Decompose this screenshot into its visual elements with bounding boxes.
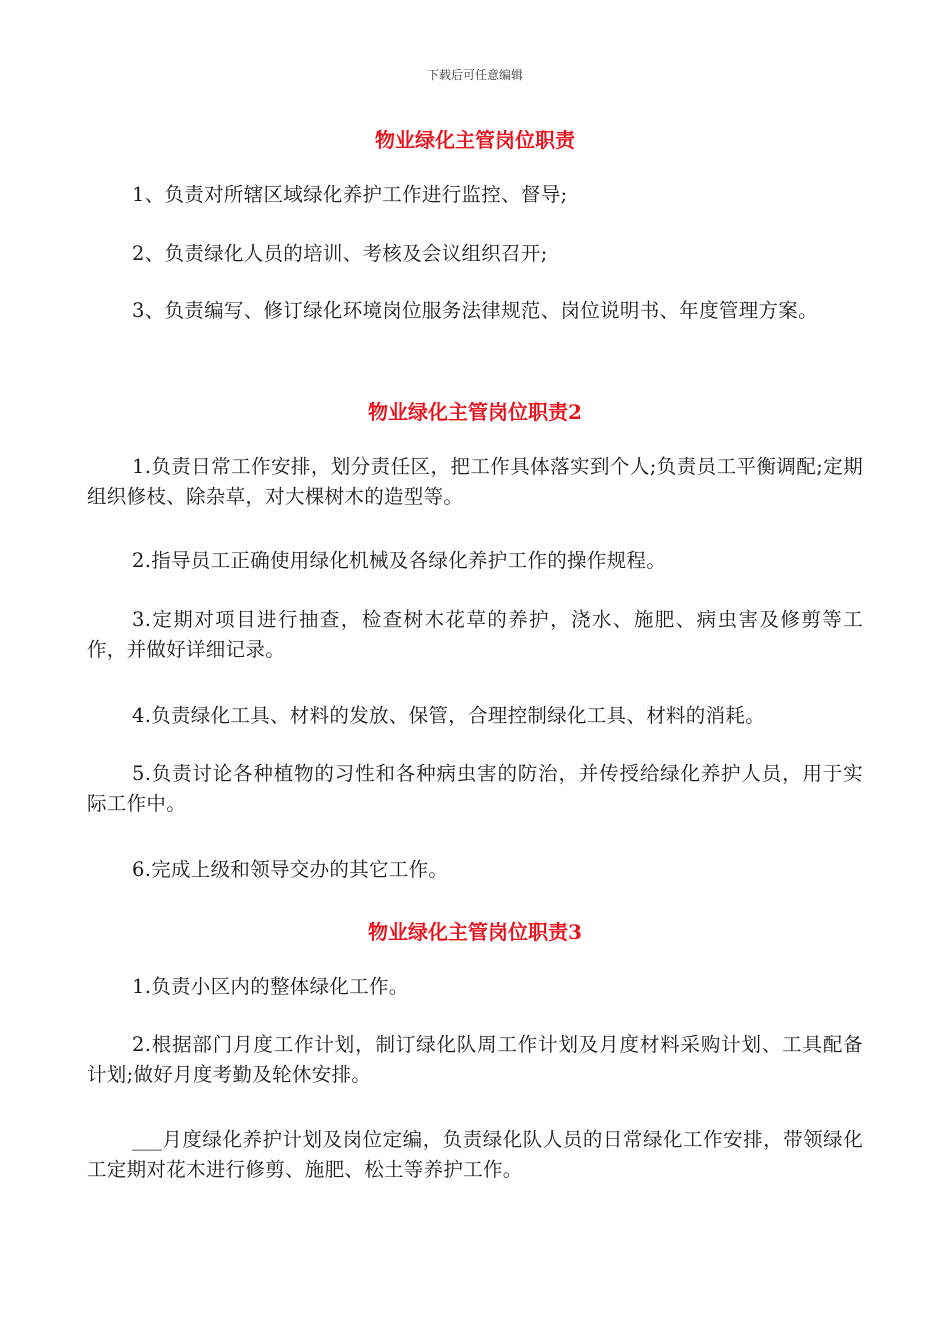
paragraph: 1、负责对所辖区域绿化养护工作进行监控、督导;: [132, 183, 568, 206]
paragraph: 2.指导员工正确使用绿化机械及各绿化养护工作的操作规程。: [132, 549, 667, 572]
paragraph: 2.根据部门月度工作计划，制订绿化队周工作计划及月度材料采购计划、工具配备计划;做好月度考勤及轮休安排。: [87, 1033, 863, 1086]
section-title-3: 物业绿化主管岗位职责3: [368, 920, 582, 944]
paragraph: 3.定期对项目进行抽查，检查树木花草的养护，浇水、施肥、病虫害及修剪等工作，并做好详细记录。: [87, 608, 863, 661]
paragraph: 1.负责小区内的整体绿化工作。: [132, 975, 409, 998]
paragraph: 5.负责讨论各种植物的习性和各种病虫害的防治，并传授给绿化养护人员，用于实际工作中。: [87, 762, 863, 815]
paragraph: 3、负责编写、修订绿化环境岗位服务法律规范、岗位说明书、年度管理方案。: [132, 299, 818, 322]
paragraph: 4.负责绿化工具、材料的发放、保管，合理控制绿化工具、材料的消耗。: [132, 704, 766, 727]
paragraph: 2、负责绿化人员的培训、考核及会议组织召开;: [132, 242, 548, 265]
section-title-1: 物业绿化主管岗位职责: [375, 128, 575, 152]
section-title-2: 物业绿化主管岗位职责2: [368, 400, 582, 424]
paragraph: ___月度绿化养护计划及岗位定编，负责绿化队人员的日常绿化工作安排，带领绿化工定期对花木进行修剪、施肥、松土等养护工作。: [87, 1128, 863, 1181]
paragraph: 1.负责日常工作安排，划分责任区，把工作具体落实到个人;负责员工平衡调配;定期组织修枝、除杂草，对大棵树木的造型等。: [87, 455, 863, 508]
header-note: 下载后可任意编辑: [426, 68, 523, 82]
paragraph: 6.完成上级和领导交办的其它工作。: [132, 858, 449, 881]
